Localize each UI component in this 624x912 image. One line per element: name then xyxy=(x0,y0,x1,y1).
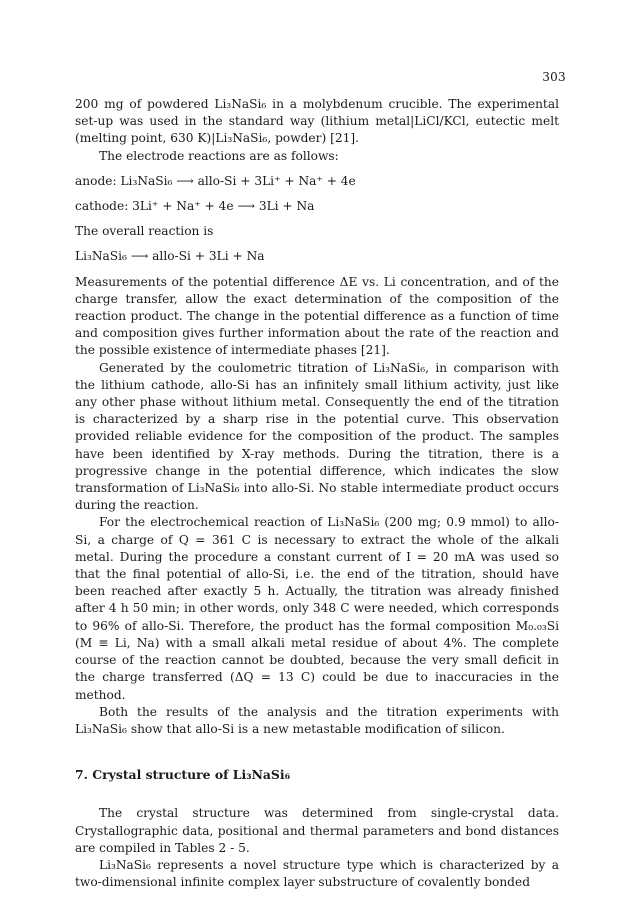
equation-anode: anode: Li₃NaSi₆ ⟶ allo-Si + 3Li⁺ + Na⁺ + 4e xyxy=(75,173,356,188)
equation-cathode: cathode: 3Li⁺ + Na⁺ + 4e ⟶ 3Li + Na xyxy=(75,199,315,214)
page-body xyxy=(75,96,559,891)
paragraph-overall-intro: The overall reaction is xyxy=(75,224,214,239)
paragraph-crystal-data: The crystal structure was determined from single-crystal data. Crystallographic data, positional and thermal parameters and bond distances are compiled in Tables 2 - 5. xyxy=(75,806,559,855)
paragraph-measurements: Measurements of the potential difference ΔE vs. Li concentration, and of the charge transfer, allow the exact determination of the composition of the reaction product. The change in the potential difference as a function of time and composition gives further information about the rate of the reaction and the possible existence of intermediate phases [21]. xyxy=(75,274,559,358)
paragraph-experimental-setup: 200 mg of powdered Li₃NaSi₆ in a molybdenum crucible. The experimental set-up was used in the standard way (lithium metal|LiCl/KCl, eutectic melt (melting point, 630 K)|Li₃NaSi₆, powder) [21]. xyxy=(75,97,559,146)
section-heading: 7. Crystal structure of Li₃NaSi₆ xyxy=(75,767,291,783)
page-number: 303 xyxy=(542,70,566,84)
paragraph-structure-type: Li₃NaSi₆ represents a novel structure type which is characterized by a two-dimensional infinite complex layer substructure of covalently bonded xyxy=(75,857,559,890)
paragraph-electrochemical-reaction: For the electrochemical reaction of Li₃NaSi₆ (200 mg; 0.9 mmol) to allo-Si, a charge of Q = 361 C is necessary to extract the whole of the alkali metal. During the procedure a constant current of I = 20 mA was used so that the final potential of allo-Si, i.e. the end of the titration, should have been reached after exactly 5 h. Actually, the titration was already finished after 4 h 50 min; in other words, only 348 C were needed, which corresponds to 96% of allo-Si. Therefore, the product has the formal composition M₀.₀₃Si (M ≡ Li, Na) with a small alkali metal residue of about 4%. The complete course of the reaction cannot be doubted, because the very small deficit in the charge transferred (ΔQ = 13 C) could be due to inaccuracies in the method. xyxy=(75,515,559,702)
equation-overall: Li₃NaSi₆ ⟶ allo-Si + 3Li + Na xyxy=(75,249,265,264)
paragraph-coulometric-titration: Generated by the coulometric titration of Li₃NaSi₆, in comparison with the lithium cathode, allo-Si has an infinitely small lithium activity, just like any other phase without lithium metal. Consequently the end of the titration is characterized by a sharp rise in the potential curve. This observation provided reliable evidence for the composition of the product. The samples have been identified by X-ray methods. During the titration, there is a progressive change in the potential difference, which indicates the slow transformation of Li₃NaSi₆ into allo-Si. No stable intermediate product occurs during the reaction. xyxy=(75,360,559,513)
paragraph-conclusion: Both the results of the analysis and the titration experiments with Li₃NaSi₆ show that allo-Si is a new metastable modification of silicon. xyxy=(75,704,559,736)
paragraph-electrode-intro: The electrode reactions are as follows: xyxy=(99,148,339,163)
